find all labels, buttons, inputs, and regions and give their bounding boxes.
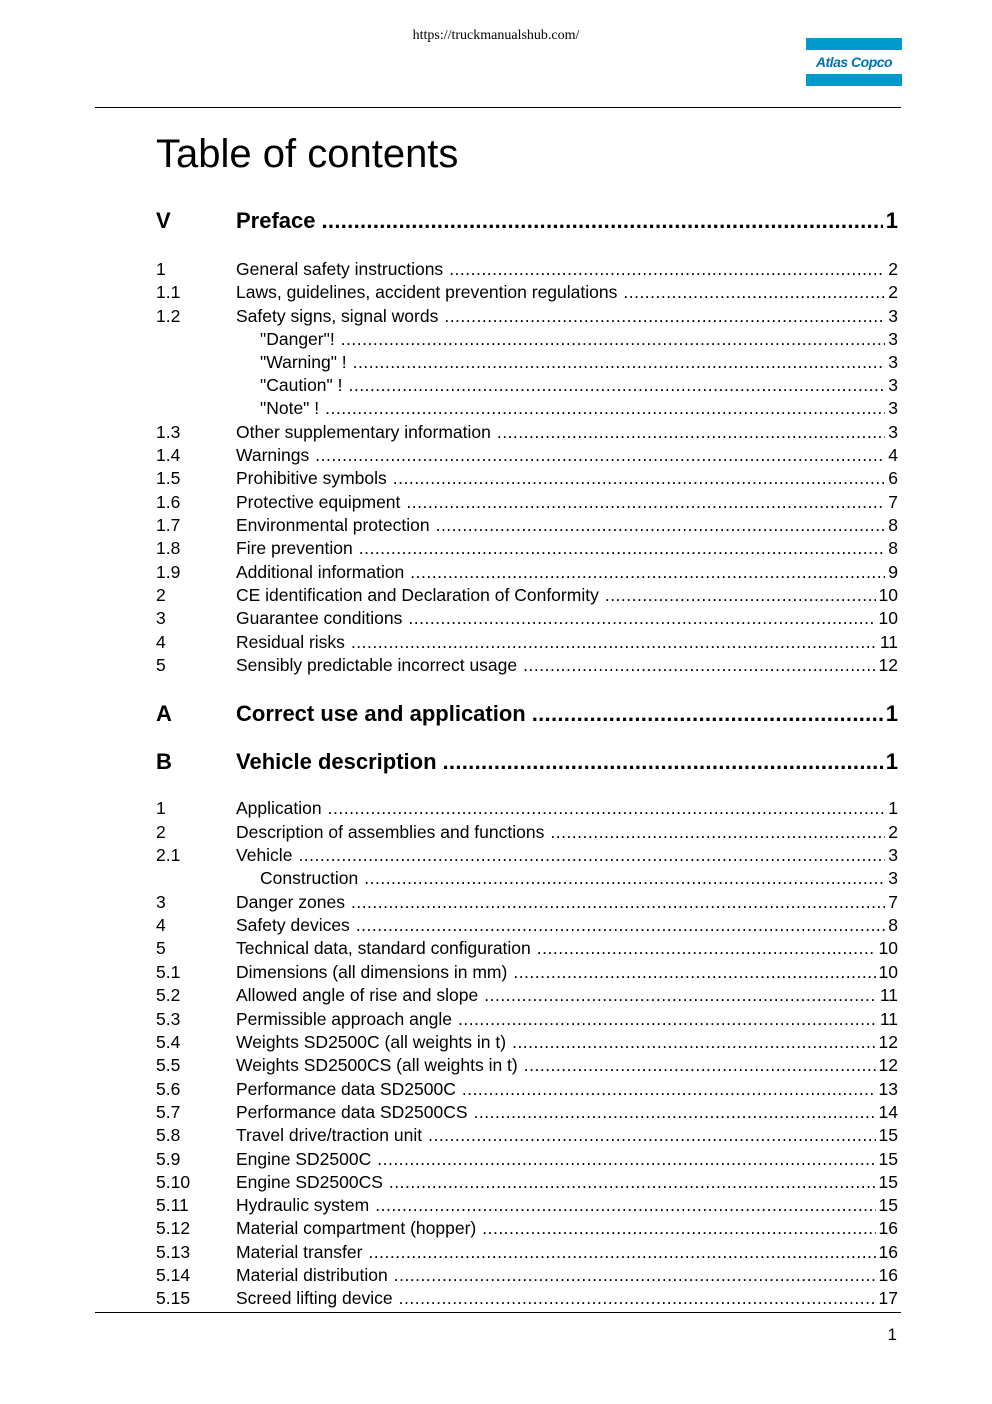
toc-leader-dots: [298, 844, 885, 866]
toc-entry-page: 11: [879, 985, 898, 1005]
toc-entry-number: 1: [156, 798, 166, 818]
toc-entry-number: 5.9: [156, 1149, 181, 1169]
toc-entry[interactable]: [156, 891, 898, 913]
toc-entry[interactable]: [156, 1078, 898, 1100]
toc-entry-page: 1: [885, 208, 898, 233]
toc-entry-page: 16: [878, 1242, 898, 1262]
toc-entry-page: 2: [888, 259, 898, 279]
toc-entry-title: "Caution" !: [260, 375, 343, 395]
page-number: 1: [887, 1325, 897, 1344]
toc-entry-title: Sensibly predictable incorrect usage: [236, 655, 518, 675]
toc-entry-page: 3: [888, 398, 898, 418]
toc-entry-number: 1.1: [156, 282, 181, 302]
toc-entry-number: 5: [156, 655, 166, 675]
toc-entry-title: Protective equipment: [236, 492, 401, 512]
toc-leader-dots: [389, 1171, 876, 1193]
toc-entry-number: 1.7: [156, 515, 181, 535]
toc-entry[interactable]: [156, 1124, 898, 1146]
toc-entry[interactable]: [156, 867, 898, 889]
toc-entry-page: 15: [878, 1125, 898, 1145]
toc-entry[interactable]: [156, 561, 898, 583]
toc-entry[interactable]: [156, 1287, 898, 1309]
toc-entry-number: 1: [156, 259, 166, 279]
toc-entry[interactable]: [156, 467, 898, 489]
toc-entry-page: 15: [878, 1195, 898, 1215]
toc-entry[interactable]: [156, 584, 898, 606]
toc-entry[interactable]: [156, 607, 898, 629]
toc-entry-number: 5.15: [156, 1288, 191, 1308]
toc-entry[interactable]: [156, 421, 898, 443]
toc-leader-dots: [497, 421, 885, 443]
toc-entry-number: 3: [156, 892, 166, 912]
toc-entry-page: 15: [878, 1149, 898, 1169]
toc-entry-page: 10: [878, 585, 898, 605]
toc-entry-title: Preface: [236, 208, 316, 233]
toc-entry-number: 5.6: [156, 1079, 181, 1099]
toc-leader-dots: [605, 584, 876, 606]
toc-entry-page: 3: [888, 329, 898, 349]
toc-leader-dots: [482, 1217, 875, 1239]
toc-leader-dots: [406, 491, 885, 513]
toc-entry-number: 5.11: [156, 1195, 189, 1215]
source-url: https://truckmanualshub.com/: [412, 28, 580, 43]
toc-entry-title: Technical data, standard configuration: [236, 938, 531, 958]
toc-leader-dots: [537, 937, 876, 959]
toc-entry-title: Warnings: [236, 445, 310, 465]
toc-entry-page: 3: [888, 352, 898, 372]
toc-leader-dots: [356, 914, 885, 936]
toc-entry[interactable]: [156, 1101, 898, 1123]
toc-leader-dots: [377, 1148, 875, 1170]
toc-entry-number: 4: [156, 632, 166, 652]
toc-entry-title: Dimensions (all dimensions in mm): [236, 962, 508, 982]
toc-entry-title: General safety instructions: [236, 259, 444, 279]
toc-entry[interactable]: [156, 1031, 898, 1053]
toc-entry[interactable]: [156, 631, 898, 653]
toc-leader-dots: [399, 1287, 876, 1309]
toc-leader-dots: [315, 444, 885, 466]
toc-leader-dots: [393, 467, 886, 489]
toc-entry-title: Guarantee conditions: [236, 608, 403, 628]
toc-entry[interactable]: [156, 844, 898, 866]
toc-entry[interactable]: [156, 1194, 898, 1216]
toc-leader-dots: [474, 1101, 876, 1123]
toc-leader-dots: [351, 891, 885, 913]
toc-entry-page: 10: [878, 962, 898, 982]
toc-entry-page: 12: [878, 655, 898, 675]
toc-entry-page: 3: [888, 375, 898, 395]
toc-leader-dots: [428, 1124, 875, 1146]
toc-entry-title: Screed lifting device: [236, 1288, 393, 1308]
toc-entry-number: 5.1: [156, 962, 181, 982]
toc-leader-dots: [484, 984, 877, 1006]
toc-leader-dots: [444, 305, 885, 327]
toc-entry-page: 9: [888, 562, 898, 582]
toc-entry-number: 5.13: [156, 1242, 191, 1262]
toc-entry-title: Weights SD2500C (all weights in t): [236, 1032, 507, 1052]
toc-leader-dots: [322, 207, 883, 235]
toc-entry-title: Engine SD2500C: [236, 1149, 372, 1169]
toc-entry-page: 2: [888, 282, 898, 302]
toc-entry-number: 5.12: [156, 1218, 191, 1238]
toc-chapter-entry[interactable]: [156, 207, 898, 235]
toc-entry-number: 5.8: [156, 1125, 181, 1145]
toc-entry-page: 3: [888, 306, 898, 326]
toc-entry-title: Vehicle description: [236, 749, 437, 774]
toc-entry-page: 13: [878, 1079, 898, 1099]
toc-entry-title: Additional information: [236, 562, 405, 582]
toc-entry-title: Travel drive/traction unit: [236, 1125, 423, 1145]
atlas-copco-logo: [806, 38, 902, 86]
toc-entry-number: 1.3: [156, 422, 181, 442]
toc-entry[interactable]: [156, 797, 898, 819]
toc-entry[interactable]: [156, 1148, 898, 1170]
toc-entry-page: 3: [888, 845, 898, 865]
toc-leader-dots: [364, 867, 885, 889]
toc-leader-dots: [410, 561, 885, 583]
toc-entry[interactable]: [156, 537, 898, 559]
toc-entry-page: 11: [879, 632, 898, 652]
toc-entry-page: 10: [878, 608, 898, 628]
toc-entry-page: 7: [888, 892, 898, 912]
toc-leader-dots: [394, 1264, 876, 1286]
toc-entry[interactable]: [156, 1054, 898, 1076]
toc-entry-page: 8: [888, 538, 898, 558]
toc-entry-number: 5.5: [156, 1055, 181, 1075]
toc-entry-number: 1.8: [156, 538, 181, 558]
toc-entry[interactable]: [156, 914, 898, 936]
toc-entry-title: Other supplementary information: [236, 422, 491, 442]
toc-entry-page: 8: [888, 915, 898, 935]
toc-leader-dots: [458, 1008, 877, 1030]
toc-entry-title: "Danger"!: [260, 329, 335, 349]
toc-entry[interactable]: [156, 305, 898, 327]
toc-leader-dots: [462, 1078, 876, 1100]
toc-leader-dots: [325, 397, 885, 419]
toc-entry-title: Permissible approach angle: [236, 1009, 452, 1029]
toc-entry-title: Fire prevention: [236, 538, 353, 558]
toc-entry-title: Safety devices: [236, 915, 350, 935]
toc-entry-title: Material transfer: [236, 1242, 363, 1262]
toc-entry-title: Correct use and application: [236, 701, 526, 726]
toc-entry-page: 12: [878, 1055, 898, 1075]
toc-entry-number: 5.14: [156, 1265, 191, 1285]
toc-entry-page: 7: [888, 492, 898, 512]
toc-entry-title: Safety signs, signal words: [236, 306, 439, 326]
toc-leader-dots: [408, 607, 875, 629]
toc-entry-number: 2.1: [156, 845, 181, 865]
toc-entry-page: 17: [878, 1288, 898, 1308]
toc-entry-title: Engine SD2500CS: [236, 1172, 383, 1192]
toc-entry-page: 14: [878, 1102, 898, 1122]
toc-entry-page: 8: [888, 515, 898, 535]
toc-entry-number: 5.2: [156, 985, 181, 1005]
toc-entry-title: Performance data SD2500CS: [236, 1102, 468, 1122]
toc-entry-number: 1.5: [156, 468, 181, 488]
toc-entry[interactable]: [156, 491, 898, 513]
toc-entry[interactable]: [156, 984, 898, 1006]
toc-entry-title: Danger zones: [236, 892, 345, 912]
toc-entry-title: Construction: [260, 868, 359, 888]
header-rule: [95, 107, 901, 108]
toc-entry[interactable]: [156, 1171, 898, 1193]
toc-leader-dots: [523, 654, 875, 676]
toc-entry[interactable]: [156, 328, 898, 350]
toc-entry-number: 1.9: [156, 562, 181, 582]
toc-entry-page: 4: [888, 445, 898, 465]
toc-leader-dots: [443, 748, 883, 776]
toc-entry-page: 16: [878, 1265, 898, 1285]
toc-chapter-entry[interactable]: [156, 700, 898, 728]
toc-entry-number: 1.2: [156, 306, 181, 326]
toc-entry-title: Vehicle: [236, 845, 293, 865]
toc-entry-number: 5.4: [156, 1032, 181, 1052]
toc-entry-number: 5: [156, 938, 166, 958]
toc-entry[interactable]: [156, 1264, 898, 1286]
toc-entry[interactable]: [156, 937, 898, 959]
toc-entry-title: Environmental protection: [236, 515, 430, 535]
toc-entry[interactable]: [156, 1241, 898, 1263]
toc-entry-title: CE identification and Declaration of Conformity: [236, 585, 599, 605]
toc-entry-page: 6: [888, 468, 898, 488]
toc-leader-dots: [436, 514, 886, 536]
toc-entry[interactable]: [156, 281, 898, 303]
logo-top-bar: [806, 38, 902, 50]
toc-entry-number: 5.3: [156, 1009, 181, 1029]
toc-leader-dots: [348, 374, 885, 396]
toc-leader-dots: [449, 258, 885, 280]
toc-entry-title: Material compartment (hopper): [236, 1218, 477, 1238]
toc-entry-page: 1: [885, 749, 898, 774]
toc-leader-dots: [524, 1054, 876, 1076]
toc-leader-dots: [550, 821, 885, 843]
toc-entry-number: 3: [156, 608, 166, 628]
toc-leader-dots: [532, 700, 883, 728]
toc-leader-dots: [368, 1241, 875, 1263]
toc-entry[interactable]: [156, 444, 898, 466]
toc-entry-title: Weights SD2500CS (all weights in t): [236, 1055, 518, 1075]
toc-entry-page: 2: [888, 822, 898, 842]
toc-entry-number: 2: [156, 822, 166, 842]
toc-entry[interactable]: [156, 654, 898, 676]
toc-leader-dots: [341, 328, 886, 350]
toc-leader-dots: [328, 797, 886, 819]
toc-leader-dots: [512, 1031, 875, 1053]
toc-entry-page: 16: [878, 1218, 898, 1238]
toc-entry-title: Laws, guidelines, accident prevention regulations: [236, 282, 618, 302]
toc-entry-number: V: [156, 208, 171, 233]
toc-leader-dots: [353, 351, 886, 373]
toc-chapter-entry[interactable]: [156, 748, 898, 776]
toc-entry[interactable]: [156, 514, 898, 536]
toc-entry-page: 1: [888, 798, 898, 818]
toc-entry-title: Hydraulic system: [236, 1195, 370, 1215]
toc-entry[interactable]: [156, 258, 898, 280]
toc-entry-number: 2: [156, 585, 166, 605]
footer-rule: [95, 1312, 901, 1313]
toc-entry-title: Material distribution: [236, 1265, 388, 1285]
logo-bottom-bar: [806, 74, 902, 86]
toc-entry-number: 4: [156, 915, 166, 935]
toc-entry[interactable]: [156, 351, 898, 373]
toc-leader-dots: [359, 537, 886, 559]
toc-entry-number: 1.4: [156, 445, 181, 465]
toc-leader-dots: [623, 281, 885, 303]
toc-entry-title: Description of assemblies and functions: [236, 822, 545, 842]
toc-entry-page: 1: [885, 701, 898, 726]
toc-entry[interactable]: [156, 1008, 898, 1030]
toc-entry-title: "Warning" !: [260, 352, 347, 372]
page-title: Table of contents: [156, 132, 459, 176]
toc-entry-title: Residual risks: [236, 632, 345, 652]
toc-entry-page: 12: [878, 1032, 898, 1052]
logo-text: Atlas Copco: [806, 50, 902, 74]
toc-leader-dots: [513, 961, 875, 983]
toc-entry-number: 5.7: [156, 1102, 181, 1122]
toc-entry[interactable]: [156, 961, 898, 983]
toc-entry[interactable]: [156, 374, 898, 396]
toc-entry-title: "Note" !: [260, 398, 320, 418]
toc-entry-page: 11: [879, 1009, 898, 1029]
toc-entry-number: 1.6: [156, 492, 181, 512]
toc-entry-number: 5.10: [156, 1172, 191, 1192]
toc-entry-page: 3: [888, 868, 898, 888]
toc-entry-title: Allowed angle of rise and slope: [236, 985, 479, 1005]
toc-entry[interactable]: [156, 397, 898, 419]
toc-entry-number: A: [156, 701, 172, 726]
toc-leader-dots: [375, 1194, 875, 1216]
toc-entry[interactable]: [156, 821, 898, 843]
toc-leader-dots: [351, 631, 877, 653]
toc-entry-title: Performance data SD2500C: [236, 1079, 456, 1099]
toc-entry[interactable]: [156, 1217, 898, 1239]
toc-entry-page: 15: [878, 1172, 898, 1192]
toc-entry-page: 3: [888, 422, 898, 442]
toc-entry-title: Application: [236, 798, 322, 818]
toc-entry-page: 10: [878, 938, 898, 958]
toc-entry-title: Prohibitive symbols: [236, 468, 387, 488]
toc-entry-number: B: [156, 749, 172, 774]
